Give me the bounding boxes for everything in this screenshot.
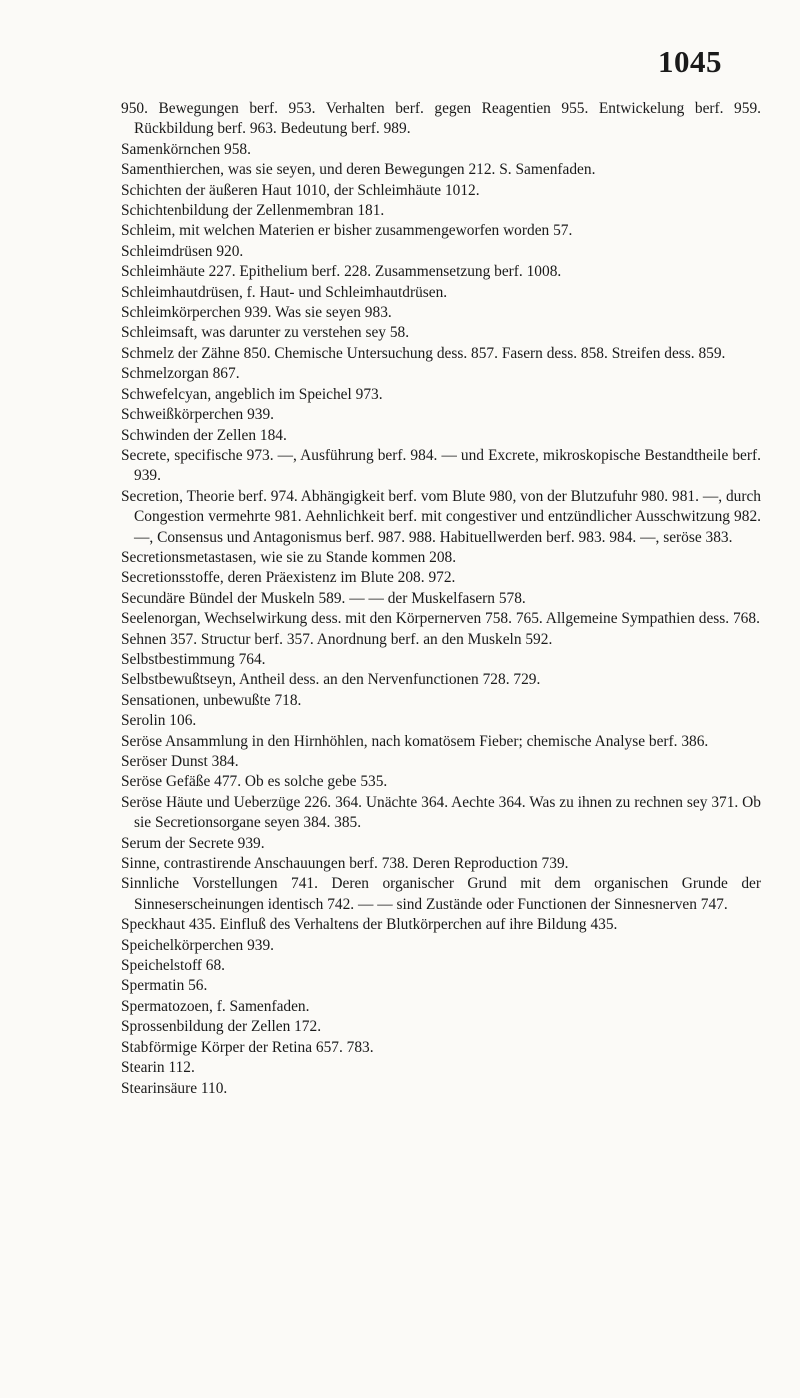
index-entry: Schichten der äußeren Haut 1010, der Schleimhäute 1012. <box>121 181 480 199</box>
index-entry: Secundäre Bündel der Muskeln 589. — — der Muskelfasern 578. <box>121 589 526 607</box>
index-entry: Schweißkörperchen 939. <box>121 406 275 424</box>
index-entry: Secretionsstoffe, deren Präexistenz im Blute 208. 972. <box>121 569 456 587</box>
index-entry: Serolin 106. <box>121 712 197 730</box>
page-number: 1045 <box>658 44 722 79</box>
index-entry: Schwefelcyan, angeblich im Speichel 973. <box>121 385 383 403</box>
index-entry: Schleimhautdrüsen, f. Haut- und Schleimhautdrüsen. <box>121 283 448 301</box>
index-entry: 950. Bewegungen berf. 953. Verhalten berf. gegen Reagentien 955. Entwickelung berf. 959. Rückbildung berf. 963. Bedeutung berf. 989. <box>121 100 761 138</box>
index-entry: Seröse Häute und Ueberzüge 226. 364. Unächte 364. Aechte 364. Was zu ihnen zu rechnen sey 371. Ob sie Secretionsorgane seyen 384. 385. <box>121 793 761 832</box>
index-entry: Seröser Dunst 384. <box>121 753 239 770</box>
index-entry: Schwinden der Zellen 184. <box>121 426 287 444</box>
index-entry: Stearin 112. <box>121 1059 195 1077</box>
index-entry: Speckhaut 435. Einfluß des Verhaltens der Blutkörperchen auf ihre Bildung 435. <box>121 916 618 934</box>
index-entry: Stabförmige Körper der Retina 657. 783. <box>121 1038 374 1056</box>
index-entry: Schleimkörperchen 939. Was sie seyen 983. <box>121 304 392 322</box>
index-entry: Secretionsmetastasen, wie sie zu Stande kommen 208. <box>121 548 457 566</box>
index-entry: Spermatin 56. <box>121 977 208 995</box>
index-entry: Schmelz der Zähne 850. Chemische Untersuchung dess. 857. Fasern dess. 858. Streifen dess. 859. <box>121 344 726 362</box>
index-entry: Schleimdrüsen 920. <box>121 242 244 260</box>
index-entry: Selbstbestimmung 764. <box>121 650 266 668</box>
index-entry: Schleim, mit welchen Materien er bisher zusammengeworfen worden 57. <box>121 222 573 240</box>
index-entry: Seröse Ansammlung in den Hirnhöhlen, nach komatösem Fieber; chemische Analyse berf. 386. <box>121 732 709 750</box>
index-entry: Schichtenbildung der Zellenmembran 181. <box>121 202 385 220</box>
index-entry: Spermatozoen, f. Samenfaden. <box>121 997 310 1015</box>
index-entry: Secrete, specifische 973. —, Ausführung berf. 984. — und Excrete, mikroskopische Bestandtheile berf. 939. <box>121 446 761 485</box>
index-entry: Serum der Secrete 939. <box>121 834 265 852</box>
index-entry: Selbstbewußtseyn, Antheil dess. an den Nervenfunctionen 728. 729. <box>121 671 541 689</box>
index-entry: Speichelkörperchen 939. <box>121 936 274 954</box>
index-entry: Sehnen 357. Structur berf. 357. Anordnung berf. an den Muskeln 592. <box>121 630 553 648</box>
index-entry: Sinne, contrastirende Anschauungen berf. 738. Deren Reproduction 739. <box>121 855 569 873</box>
index-entry: Samenthierchen, was sie seyen, und deren Bewegungen 212. S. Samenfaden. <box>121 161 596 179</box>
index-entry: Seelenorgan, Wechselwirkung dess. mit den Körpernerven 758. 765. Allgemeine Sympathien dess. 768. <box>121 610 760 628</box>
index-entry: Schleimhäute 227. Epithelium berf. 228. Zusammensetzung berf. 1008. <box>121 263 562 281</box>
index-entry: Sinnliche Vorstellungen 741. Deren organischer Grund mit dem organischen Grunde der Sinneserscheinungen identisch 742. — — sind Zustände oder Functionen der Sinnesnerven 747. <box>121 875 761 913</box>
index-entry: Sensationen, unbewußte 718. <box>121 691 302 709</box>
index-entry: Schmelzorgan 867. <box>121 365 240 383</box>
index-entry: Sprossenbildung der Zellen 172. <box>121 1018 322 1036</box>
index-entries <box>121 99 761 1099</box>
index-entry: Samenkörnchen 958. <box>121 140 251 158</box>
index-entry: Seröse Gefäße 477. Ob es solche gebe 535. <box>121 773 388 791</box>
index-entry: Stearinsäure 110. <box>121 1079 228 1097</box>
index-entry: Secretion, Theorie berf. 974. Abhängigkeit berf. vom Blute 980, von der Blutzufuhr 980. 981. —, durch Congestion vermehrte 981. Aehnlichkeit berf. mit congestiver und entzündlicher Ausschwitzung 982. —, Consensus und Antagonismus berf. 987. 988. Habituellwerden berf. 983. 984. —, seröse 383. <box>121 487 761 546</box>
index-entry: Schleimsaft, was darunter zu verstehen sey 58. <box>121 324 410 342</box>
index-entry: Speichelstoff 68. <box>121 957 226 975</box>
